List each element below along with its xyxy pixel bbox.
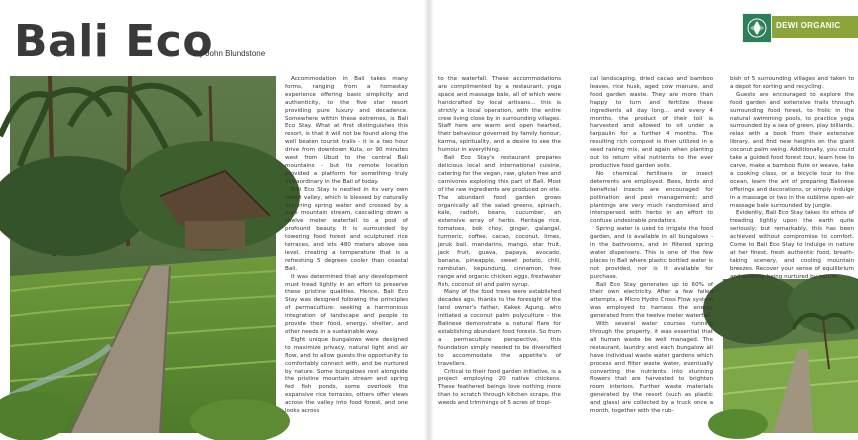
article-byline: By John Blundstone xyxy=(194,49,266,58)
paragraph: It was determined that any development must tread lightly in an effort to preserve these pristine qualities. Hence, Bali Eco Stay was designed following the principles of permaculture: seeking a harmonious integration of landscape and people to provide their food, energy, shelter, and other needs in a sustainable way. xyxy=(285,273,408,335)
paragraph: Accommodation in Bali takes many forms, ranging from a homestay experience offering basic simplicity and authenticity, to the five star resort providing pure luxury and decadence. Somewhere within these extremes, is Bali Eco Stay. What at first distinguishes this resort, is that it will not be found along the well beaten tourist trails - it is a two hour drive from downtown Kuta, or 90 minutes west from Ubud to the central Bali mountains - but its remote location provided a platform for something truly extraordinary in the Bali of today. xyxy=(285,76,408,185)
brand-name: DEWI ORGANIC xyxy=(776,21,841,30)
article-column-1 xyxy=(285,76,408,434)
rice-field-walkway-photo xyxy=(723,279,858,433)
paragraph: No chemical fertilisers or insect deterrents are employed. Bees, birds and beneficial insects are encouraged for pollination and pest management; and plantings are very much randomised and interspersed with herbs in an effort to confuse undesirable predators. xyxy=(590,170,713,225)
paragraph: Eight unique bungalows were designed to maximize privacy, natural light and air flow, and to allow guests the opportunity to comfortably connect with, and be nurtured by nature. Some bungalows rest alongside the pristine mountain stream and spring fed fish ponds, some overlook the expansive rice terraces, others offer views across the valley into food forest, and one looks across xyxy=(285,336,408,415)
article-column-3 xyxy=(590,76,713,434)
paragraph: Bali Eco Stay generates up to 60% of their own electricity. After a few failed attempts, a Micro Hydro Cross Flow system was employed to harness the energy generated from the twelve meter waterfall. xyxy=(590,281,713,320)
paragraph: Spring water is used to irrigate the food garden, and is available in all bungalows - in the bathrooms, and in filtered spring water dispensers. This is one of the few places in Bali where plastic bottled water is not provided, nor is it available for purchase. xyxy=(590,226,713,280)
brand-logo-icon xyxy=(742,13,772,43)
paragraph: to the waterfall. These accommodations are complimented by a restaurant, yoga space and massage bale, all of which were handcrafted by local artisans... this is strictly a local operation, with the entire crew living close by in surrounding villages. Staff here are warm and open hearted, their behaviour governed by family honour, karma, spirituality, and a desire to see the humour in everything. xyxy=(438,76,561,154)
paragraph: Bali Eco Stay's restaurant prepares delicious local and international cuisine, catering for the vegan, raw, gluten free and carnivores exploring this part of Bali. Most of the raw ingredients are produced on site. The abundant food garden grows organically all the salad greens, spinach, kale, radish, beans, cucumber, an extensive array of herbs. Heritage rice, tomatoes, bok choy, ginger, galangal, turmeric, coffee, cacao, coconut, limes, jeruk bali, mandarins, mango, star fruit, jack fruit, guava, papaya, avocado, banana, pineapple, sweet potato, chili, rambutan, kepundung, cinnamon, free range and organic chicken eggs, freshwater fish, coconut oil and palm syrup. xyxy=(438,155,561,288)
article-title: Bali Eco xyxy=(14,16,214,67)
article-column-4 xyxy=(730,76,854,280)
paragraph: bish of 5 surrounding villages and taken to a depot for sorting and recycling. xyxy=(730,76,854,90)
paragraph: Critical to their food garden initiative, is a project employing 20 native chickens. These feathered beings love nothing more than to scratch through kitchen scraps, the weeds and trimmings of 5 acres of tropi- xyxy=(438,368,561,407)
paragraph: Guests are encouraged to explore the food garden and extensive trails through surrounding food forest, to frolic in the natural swimming pools, to practice yoga surrounded by a sea of green, play billiards, relax with a book from their extensive library, and find new heights on the giant coconut palm swing. Additionally, you could take a guided food forest tour, learn how to carve, make a bamboo flute or weave, take a cooking class, or a bicycle tour to the ocean, learn the art of preparing Balinese offerings and decorations, or simply indulge in a massage or two in the sublime open-air massage bale surrounded by jungle. xyxy=(730,91,854,209)
paragraph: cal landscaping, dried cacao and bamboo leaves, rice husk, aged cow manure, and food garden waste. They are more than happy to turn and fertilize these ingredients all day long... and every 4 months, the product of their toil is harvested and allowed to sit under a tarpaulin for a further 4 months. The resulting rich compost is then utilized in a seed raising mix, and again when planting out to return vital nutrients to the ever productive food garden soils. xyxy=(590,76,713,169)
paragraph: Many of the food trees were established decades ago, thanks to the foresight of the land owner's father, Kakek Agung, who initiated a coconut palm polyculture - the Balinese demonstrate a natural flare for establishing abundant food forests. So from a permaculture perspective, this foundation simply needed to be diversified to accommodate the appetite's of travellers. xyxy=(438,289,561,367)
rice-terrace-path-photo xyxy=(10,76,276,433)
paragraph: Bali Eco Stay is nestled in its very own sweet valley, which is blessed by naturally occurring spring water and crossed by a pure mountain stream, cascading down a twelve meter waterfall to a pool of profound beauty. It is surrounded by towering food forest and sculptured rice terraces, and sits 480 meters above sea level, creating a temperature that is a refreshing 5 degrees cooler than coastal Bali. xyxy=(285,186,408,272)
page-gutter xyxy=(424,0,434,440)
paragraph: With several water courses running through the property, it was essential that all human waste be well managed. The restaurant, laundry and each bungalow all have individual waste water gardens which process and filter waste water, eventually converting the nutrients into stunning flowers that are harvested to brighten room interiors. Further waste materials generated by the resort (such as plastic and glass) are collected by a truck once a month, together with the rub- xyxy=(590,321,713,415)
paragraph: Evidently, Bali Eco Stay takes its ethos of treading lightly upon the earth quite seriously; but remarkably, this has been achieved without compromise to comfort. Come to Bali Eco Stay to indulge in nature at her finest, fresh authentic food, breath-taking scenery, and cooling mountain breezes. Recover your sense of equilibrium and serenity being nurtured by nature. xyxy=(730,210,854,280)
article-column-2 xyxy=(438,76,561,434)
